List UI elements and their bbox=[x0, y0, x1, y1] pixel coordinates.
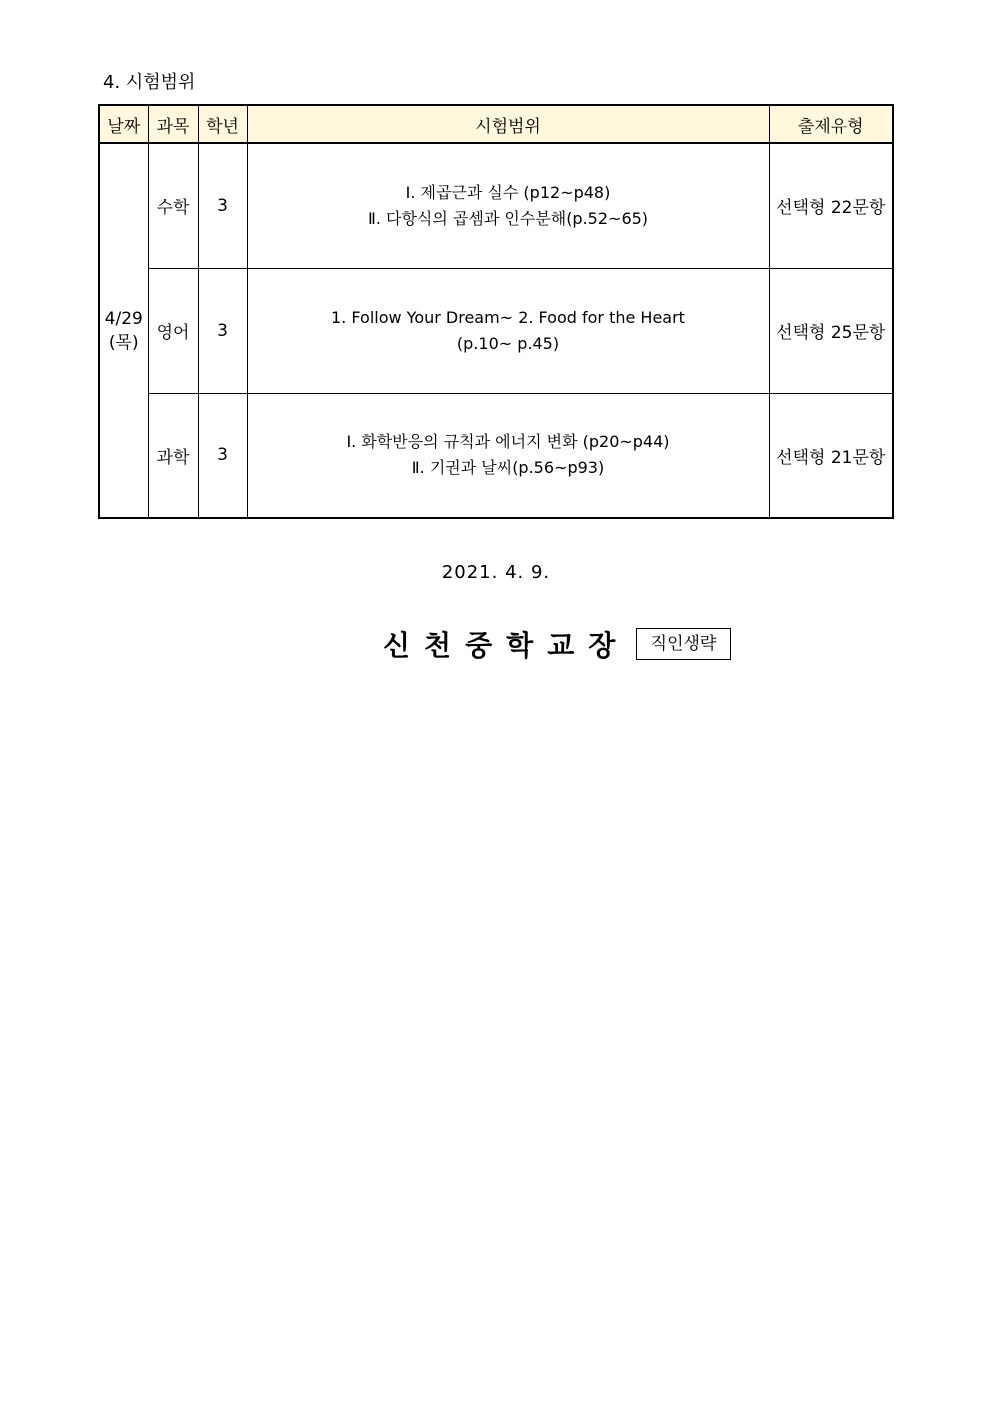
grade-cell: 3 bbox=[198, 268, 247, 393]
header-grade: 학년 bbox=[198, 105, 247, 143]
range-line: Ⅱ. 기권과 날씨(p.56~p93) bbox=[411, 458, 605, 478]
table-row bbox=[99, 143, 893, 268]
range-line: (p.10~ p.45) bbox=[456, 333, 560, 353]
exam-weekday: (목) bbox=[108, 332, 139, 353]
seal-omitted-box: 직인생략 bbox=[636, 628, 731, 660]
subject-cell: 영어 bbox=[148, 268, 198, 393]
range-line: Ⅱ. 다항식의 곱셈과 인수분해(p.52~65) bbox=[367, 208, 649, 228]
header-subject: 과목 bbox=[148, 105, 198, 143]
principal-signature: 신천중학교장 bbox=[383, 629, 630, 662]
type-cell: 선택형 25문항 bbox=[769, 268, 893, 393]
range-line: Ⅰ. 화학반응의 규칙과 에너지 변화 (p20~p44) bbox=[346, 432, 670, 452]
grade-cell: 3 bbox=[198, 393, 247, 518]
grade-cell: 3 bbox=[198, 143, 247, 268]
table-row bbox=[99, 268, 893, 393]
range-cell bbox=[247, 393, 769, 518]
range-cell bbox=[247, 268, 769, 393]
range-line: Ⅰ. 제곱근과 실수 (p12~p48) bbox=[405, 182, 611, 202]
issue-date: 2021. 4. 9. bbox=[441, 562, 551, 583]
type-cell: 선택형 22문항 bbox=[769, 143, 893, 268]
exam-range-table bbox=[98, 104, 894, 519]
header-type: 출제유형 bbox=[769, 105, 893, 143]
header-date: 날짜 bbox=[99, 105, 148, 143]
subject-cell: 수학 bbox=[148, 143, 198, 268]
table-row bbox=[99, 393, 893, 518]
exam-date: 4/29 bbox=[104, 308, 143, 329]
table-header-row bbox=[99, 105, 893, 143]
range-cell bbox=[247, 143, 769, 268]
header-range: 시험범위 bbox=[247, 105, 769, 143]
section-title: 4. 시험범위 bbox=[103, 72, 196, 93]
subject-cell: 과학 bbox=[148, 393, 198, 518]
exam-date-cell bbox=[99, 143, 148, 518]
range-line: 1. Follow Your Dream~ 2. Food for the Heart bbox=[331, 307, 685, 327]
type-cell: 선택형 21문항 bbox=[769, 393, 893, 518]
